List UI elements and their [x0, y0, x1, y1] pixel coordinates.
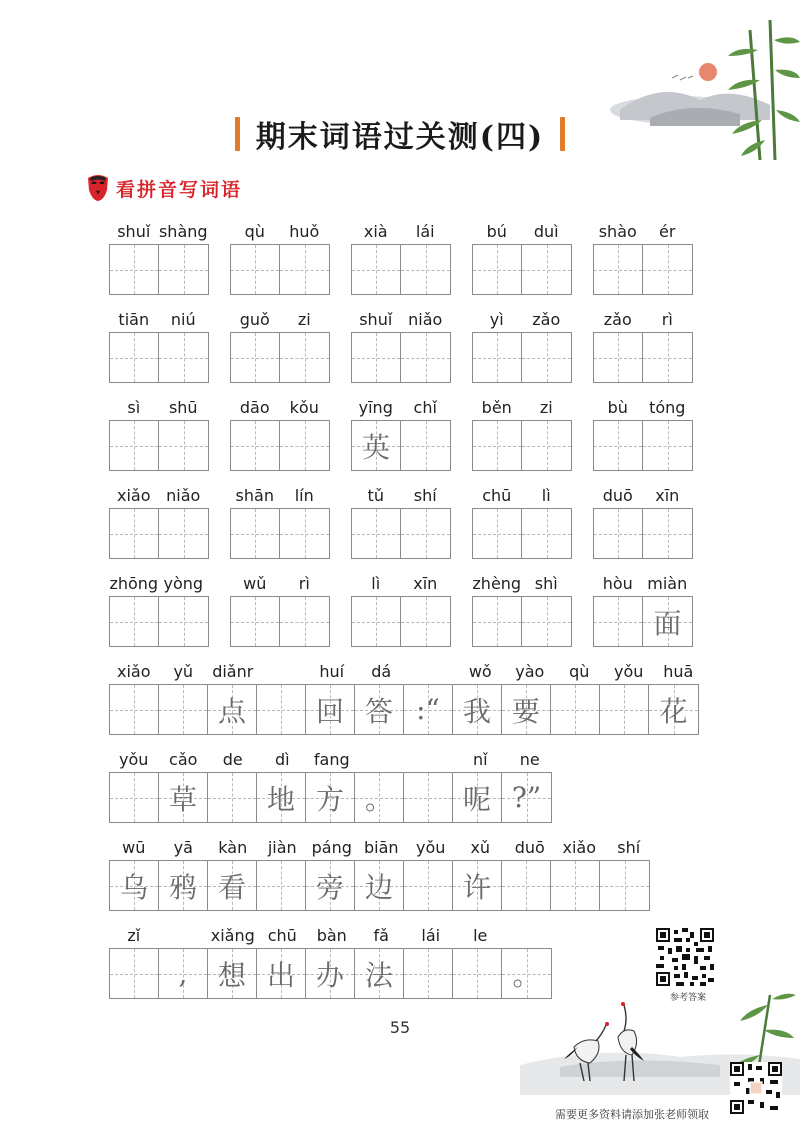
given-character: ,	[178, 957, 188, 990]
word-grid	[351, 420, 451, 471]
word-grid	[593, 508, 693, 559]
writing-cell[interactable]	[453, 685, 502, 734]
sentence-grid	[109, 860, 650, 911]
pinyin-label: fǎ	[373, 926, 389, 945]
pinyin-label: běn	[481, 398, 512, 417]
writing-cell[interactable]	[306, 861, 355, 910]
pinyin-label: dì	[274, 750, 290, 769]
writing-cell[interactable]	[600, 861, 649, 910]
pinyin-label: niǎo	[408, 310, 443, 329]
writing-cell[interactable]	[594, 245, 643, 294]
given-character: 办	[315, 958, 344, 992]
writing-cell[interactable]	[355, 949, 404, 998]
given-character: 边	[364, 870, 393, 904]
writing-cell[interactable]	[404, 685, 453, 734]
given-character: 呢	[462, 782, 491, 816]
pinyin-label: zhèng	[472, 574, 522, 593]
pinyin-label: xīn	[413, 574, 438, 593]
writing-cell[interactable]	[649, 685, 698, 734]
pinyin-label: wū	[122, 838, 146, 857]
pinyin-label: yīng	[358, 398, 393, 417]
pinyin-label: hòu	[602, 574, 633, 593]
pinyin-label: diǎnr	[212, 662, 254, 681]
word-grid	[109, 244, 209, 295]
given-character: ?”	[511, 781, 542, 814]
promo-qr-code	[730, 1062, 782, 1114]
pinyin-label: guǒ	[239, 310, 270, 329]
writing-cell[interactable]	[280, 245, 329, 294]
pinyin-label: biān	[363, 838, 399, 857]
pinyin-label: bù	[607, 398, 628, 417]
given-character: 鸦	[168, 870, 197, 904]
pinyin-label: yā	[173, 838, 193, 857]
writing-cell[interactable]	[159, 245, 208, 294]
writing-cell[interactable]	[231, 333, 280, 382]
writing-cell[interactable]	[643, 509, 692, 558]
word-grid	[351, 508, 451, 559]
pinyin-label: shì	[534, 574, 558, 593]
word-grid	[593, 420, 693, 471]
pinyin-label: rì	[298, 574, 310, 593]
word-grid	[109, 596, 209, 647]
pinyin-label: xiǎo	[116, 662, 151, 681]
given-character: 回	[315, 694, 344, 728]
pinyin-label: zǐ	[127, 926, 141, 945]
pinyin-label: yǒu	[416, 838, 446, 857]
writing-cell[interactable]	[306, 685, 355, 734]
pinyin-label: dá	[371, 662, 392, 681]
writing-cell[interactable]	[208, 861, 257, 910]
writing-cell[interactable]	[355, 861, 404, 910]
writing-cell[interactable]	[502, 861, 551, 910]
writing-cell[interactable]	[522, 597, 571, 646]
writing-cell[interactable]	[643, 597, 692, 646]
pinyin-label: dāo	[239, 398, 270, 417]
writing-cell[interactable]	[594, 597, 643, 646]
writing-cell[interactable]	[110, 333, 159, 382]
given-character: 点	[217, 694, 246, 728]
pinyin-label: xǔ	[470, 838, 491, 857]
writing-cell[interactable]	[306, 773, 355, 822]
writing-cell[interactable]	[257, 773, 306, 822]
writing-cell[interactable]	[231, 245, 280, 294]
given-character: 我	[462, 694, 491, 728]
pinyin-label: huí	[319, 662, 345, 681]
pinyin-label: duì	[533, 222, 559, 241]
writing-cell[interactable]	[594, 509, 643, 558]
writing-cell[interactable]	[110, 597, 159, 646]
writing-cell[interactable]	[110, 773, 159, 822]
word-grid	[472, 244, 572, 295]
given-character: 出	[266, 958, 295, 992]
writing-cell[interactable]	[522, 421, 571, 470]
word-grid	[109, 508, 209, 559]
pinyin-label: shuǐ	[117, 222, 151, 241]
word-grid	[230, 244, 330, 295]
pinyin-label: niǎo	[166, 486, 201, 505]
writing-cell[interactable]	[473, 333, 522, 382]
pinyin-label: cǎo	[169, 750, 198, 769]
writing-cell[interactable]	[280, 333, 329, 382]
pinyin-label: yòng	[163, 574, 204, 593]
given-character: 许	[462, 870, 491, 904]
writing-cell[interactable]	[280, 597, 329, 646]
pinyin-label: miàn	[647, 574, 688, 593]
given-character: 看	[217, 870, 246, 904]
writing-cell[interactable]	[453, 773, 502, 822]
writing-cell[interactable]	[208, 773, 257, 822]
given-character: 要	[511, 694, 540, 728]
given-character: 方	[315, 782, 344, 816]
writing-cell[interactable]	[355, 773, 404, 822]
pinyin-label: huā	[663, 662, 694, 681]
writing-cell[interactable]	[522, 333, 571, 382]
writing-cell[interactable]	[352, 597, 401, 646]
pinyin-label: qù	[244, 222, 265, 241]
word-grid	[593, 332, 693, 383]
writing-cell[interactable]	[473, 421, 522, 470]
writing-cell[interactable]	[401, 245, 450, 294]
writing-cell[interactable]	[401, 333, 450, 382]
writing-cell[interactable]	[352, 421, 401, 470]
pinyin-label: xiǎng	[210, 926, 255, 945]
writing-cell[interactable]	[257, 685, 306, 734]
pinyin-label: qù	[569, 662, 590, 681]
writing-cell[interactable]	[159, 421, 208, 470]
writing-cell[interactable]	[110, 421, 159, 470]
word-grid	[472, 332, 572, 383]
pinyin-label: tiān	[118, 310, 150, 329]
writing-cell[interactable]	[643, 421, 692, 470]
writing-cell[interactable]	[208, 685, 257, 734]
pinyin-label: duō	[602, 486, 633, 505]
writing-cell[interactable]	[643, 333, 692, 382]
writing-cell[interactable]	[231, 421, 280, 470]
writing-cell[interactable]	[401, 597, 450, 646]
writing-cell[interactable]	[522, 245, 571, 294]
given-character: 面	[653, 606, 682, 640]
writing-cell[interactable]	[453, 949, 502, 998]
sentence-grid	[109, 772, 552, 823]
pinyin-label: huǒ	[289, 222, 320, 241]
pinyin-label: ér	[659, 222, 676, 241]
word-grid	[109, 420, 209, 471]
pinyin-label: duō	[514, 838, 545, 857]
writing-cell[interactable]	[159, 509, 208, 558]
pinyin-label: kǒu	[289, 398, 319, 417]
writing-cell[interactable]	[352, 245, 401, 294]
writing-cell[interactable]	[502, 773, 551, 822]
pinyin-label: wǒ	[468, 662, 492, 681]
pinyin-label: zi	[539, 398, 553, 417]
writing-cell[interactable]	[257, 949, 306, 998]
pinyin-label: le	[473, 926, 488, 945]
writing-cell[interactable]	[522, 509, 571, 558]
given-character: 。	[512, 958, 541, 992]
given-character: 花	[659, 694, 688, 728]
writing-cell[interactable]	[257, 861, 306, 910]
given-character: 地	[266, 782, 295, 816]
pinyin-label: yào	[515, 662, 545, 681]
pinyin-label: lín	[294, 486, 314, 505]
pinyin-label: wǔ	[243, 574, 267, 593]
pinyin-label: nǐ	[472, 750, 488, 769]
word-grid	[230, 332, 330, 383]
pinyin-label: shuǐ	[359, 310, 393, 329]
writing-cell[interactable]	[110, 685, 159, 734]
given-character: 法	[364, 958, 393, 992]
writing-cell[interactable]	[352, 333, 401, 382]
pinyin-label: zi	[297, 310, 311, 329]
given-character: 答	[364, 694, 393, 728]
given-character: 乌	[119, 870, 148, 904]
writing-cell[interactable]	[404, 861, 453, 910]
writing-cell[interactable]	[473, 245, 522, 294]
page-title: 期末词语过关测(四)	[255, 120, 545, 155]
word-grid	[593, 244, 693, 295]
pinyin-label: yì	[489, 310, 504, 329]
answer-qr-code	[656, 928, 714, 986]
writing-cell[interactable]	[600, 685, 649, 734]
pinyin-label: ne	[519, 750, 540, 769]
pinyin-label: shào	[598, 222, 637, 241]
writing-cell[interactable]	[473, 597, 522, 646]
given-character: 英	[361, 430, 390, 464]
pinyin-label: chū	[482, 486, 512, 505]
pinyin-label: shí	[413, 486, 437, 505]
word-grid	[230, 420, 330, 471]
writing-cell[interactable]	[159, 333, 208, 382]
writing-cell[interactable]	[502, 685, 551, 734]
writing-cell[interactable]	[159, 685, 208, 734]
pinyin-label: tǔ	[367, 486, 384, 505]
pinyin-label: yǔ	[173, 662, 194, 681]
pinyin-label: tóng	[649, 398, 686, 417]
writing-cell[interactable]	[280, 509, 329, 558]
writing-cell[interactable]	[110, 245, 159, 294]
writing-cell[interactable]	[355, 685, 404, 734]
given-character: 旁	[315, 870, 344, 904]
pinyin-label: chǐ	[413, 398, 437, 417]
pinyin-label: zhōng	[109, 574, 159, 593]
pinyin-label: lái	[415, 222, 435, 241]
word-grid	[351, 332, 451, 383]
writing-cell[interactable]	[401, 421, 450, 470]
writing-cell[interactable]	[551, 685, 600, 734]
pinyin-label: shū	[168, 398, 198, 417]
writing-cell[interactable]	[110, 949, 159, 998]
sentence-grid	[109, 684, 699, 735]
given-character: 想	[217, 958, 246, 992]
writing-cell[interactable]	[453, 861, 502, 910]
pinyin-label: niú	[170, 310, 196, 329]
pinyin-label: lì	[371, 574, 381, 593]
pinyin-label: xià	[363, 222, 388, 241]
pinyin-label: yǒu	[614, 662, 644, 681]
pinyin-label: de	[222, 750, 243, 769]
writing-cell[interactable]	[159, 773, 208, 822]
word-grid	[351, 596, 451, 647]
pinyin-label: lái	[421, 926, 441, 945]
writing-cell[interactable]	[643, 245, 692, 294]
qr-caption: 参考答案	[669, 993, 706, 1003]
writing-cell[interactable]	[473, 509, 522, 558]
given-character: 。	[364, 782, 393, 816]
word-grid	[472, 596, 572, 647]
pinyin-label: bàn	[316, 926, 347, 945]
word-grid	[351, 244, 451, 295]
word-grid	[230, 508, 330, 559]
writing-cell[interactable]	[231, 597, 280, 646]
writing-cell[interactable]	[159, 861, 208, 910]
writing-cell[interactable]	[231, 509, 280, 558]
writing-cell[interactable]	[159, 597, 208, 646]
pinyin-label: fang	[313, 750, 350, 769]
pinyin-label: xiǎo	[562, 838, 597, 857]
writing-cell[interactable]	[502, 949, 551, 998]
writing-cell[interactable]	[208, 949, 257, 998]
writing-cell[interactable]	[110, 509, 159, 558]
writing-cell[interactable]	[594, 333, 643, 382]
word-grid	[109, 332, 209, 383]
word-grid	[472, 420, 572, 471]
pinyin-label: lì	[541, 486, 551, 505]
pinyin-label: zǎo	[532, 310, 561, 329]
pinyin-label: xīn	[655, 486, 680, 505]
pinyin-label: zǎo	[603, 310, 632, 329]
writing-cell[interactable]	[306, 949, 355, 998]
pinyin-label: kàn	[218, 838, 248, 857]
pinyin-label: bú	[486, 222, 507, 241]
writing-cell[interactable]	[551, 861, 600, 910]
section-title: 看拼音写词语	[116, 178, 243, 201]
pinyin-label: sì	[127, 398, 141, 417]
writing-cell[interactable]	[280, 421, 329, 470]
sentence-grid	[109, 948, 552, 999]
word-grid	[230, 596, 330, 647]
writing-cell[interactable]	[404, 773, 453, 822]
footer-note: 需要更多资料请添加张老师领取	[555, 1108, 709, 1121]
pinyin-label: jiàn	[267, 838, 297, 857]
pinyin-label: xiǎo	[116, 486, 151, 505]
writing-cell[interactable]	[401, 509, 450, 558]
given-character: 草	[168, 782, 197, 816]
writing-cell[interactable]	[404, 949, 453, 998]
pinyin-label: shān	[235, 486, 274, 505]
word-grid	[593, 596, 693, 647]
writing-cell[interactable]	[159, 949, 208, 998]
pinyin-label: shàng	[158, 222, 208, 241]
writing-cell[interactable]	[594, 421, 643, 470]
word-grid	[472, 508, 572, 559]
pinyin-label: chū	[267, 926, 297, 945]
pinyin-label: yǒu	[119, 750, 149, 769]
pinyin-label: páng	[311, 838, 352, 857]
pinyin-label: rì	[661, 310, 673, 329]
page-number: 55	[389, 1018, 411, 1037]
given-character: :“	[416, 693, 440, 726]
pinyin-label: shí	[617, 838, 641, 857]
writing-cell[interactable]	[110, 861, 159, 910]
writing-cell[interactable]	[352, 509, 401, 558]
